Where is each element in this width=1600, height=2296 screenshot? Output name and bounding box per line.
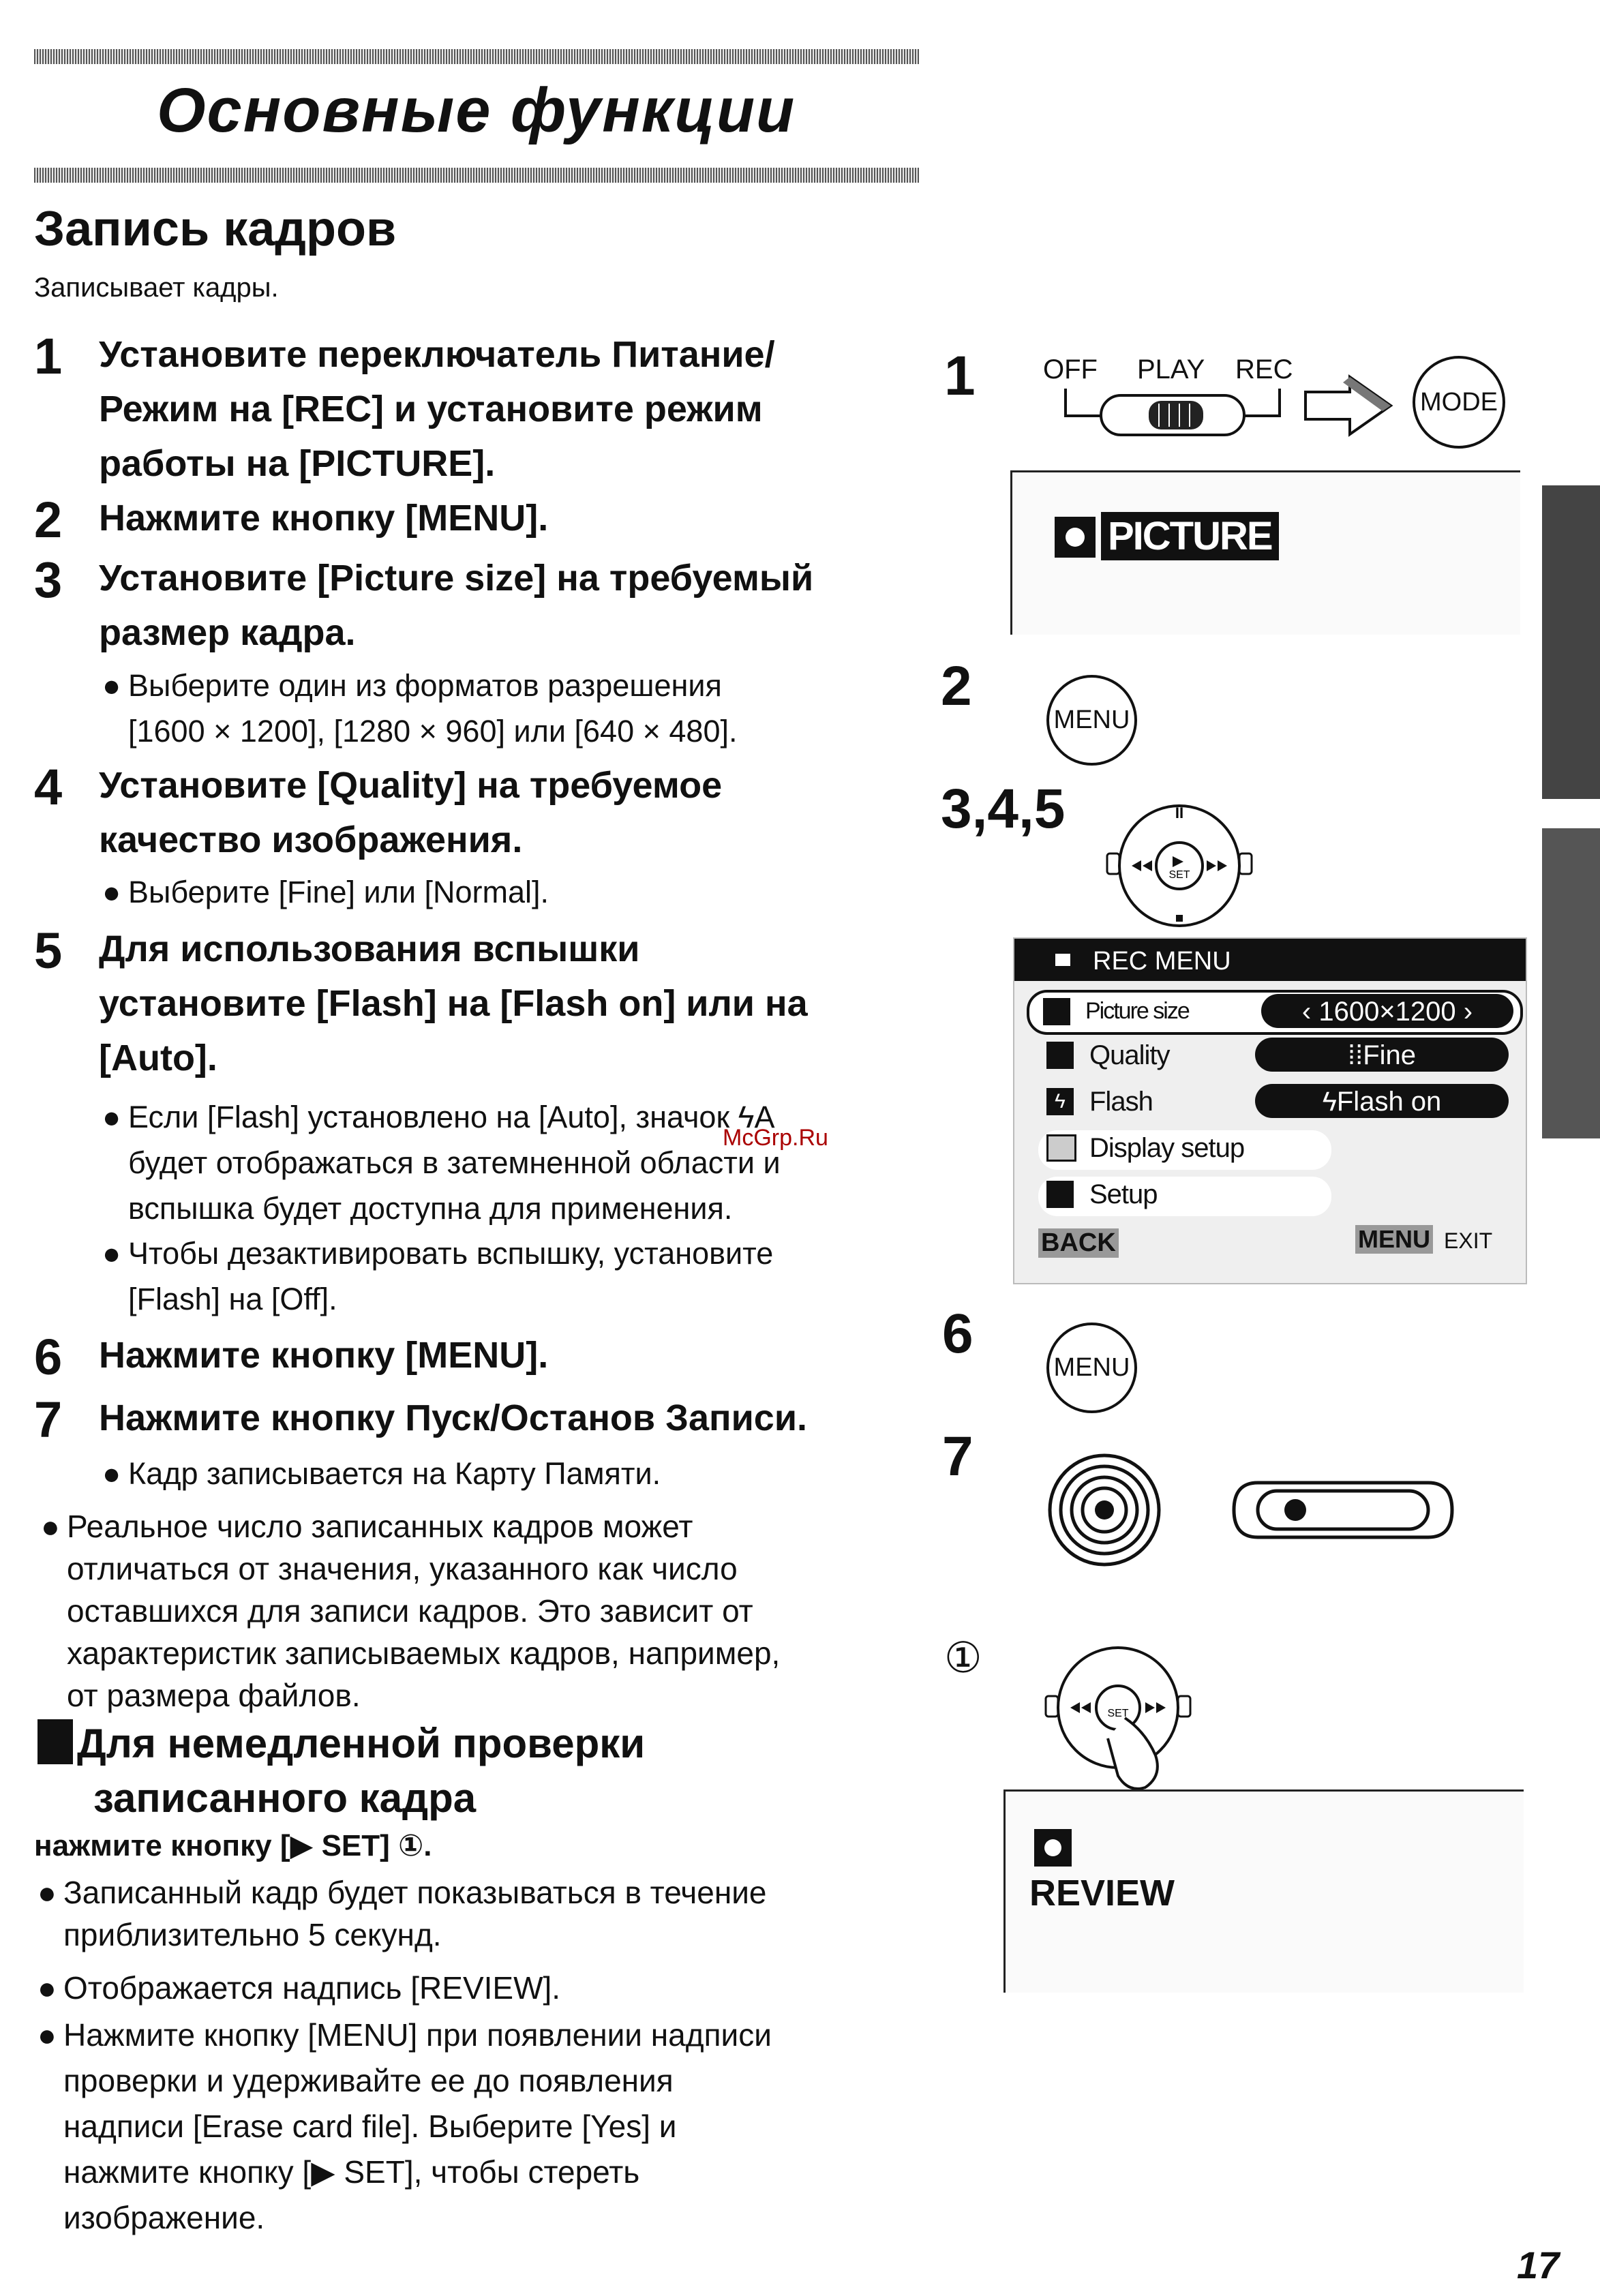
step-4 [34,758,914,867]
rec-menu-screen [1013,937,1527,1284]
menu-row-value[interactable]: ϟFlash on [1255,1084,1509,1118]
picture-mode-label: PICTURE [1101,512,1279,560]
bullet-dot: ● [37,2017,57,2053]
step-line: Установите [Quality] на требуемое [99,765,723,806]
menu-row-display-setup[interactable] [1038,1130,1331,1170]
menu-row-label: Setup [1089,1179,1158,1209]
bullet-dot: ● [102,1100,121,1134]
step-3-bullet [102,663,907,754]
step-5-bullet-a [102,1094,920,1231]
bullet-dot: ● [41,1509,60,1544]
switch-label-play: PLAY [1137,354,1205,384]
step-line: Установите [Picture size] на требуемый [99,558,814,599]
step-number: 4 [34,759,63,815]
step-line: Нажмите кнопку [MENU]. [99,1335,549,1376]
dial-set-text: SET [1107,1708,1129,1719]
subsection-title-line: Для немедленной проверки [77,1721,646,1766]
step-7 [34,1391,914,1448]
dial-press-icon[interactable] [1043,1636,1193,1793]
bullet-line: нажмите кнопку [▶ SET], чтобы стереть [63,2154,640,2190]
bullet-line: [Flash] на [Off]. [128,1282,337,1316]
step-5 [34,922,914,1085]
dial-top-text: II [1175,804,1184,821]
flash-icon: ϟ [1046,1088,1074,1115]
subsection-instruction: нажмите кнопку [▶ SET] ①. [34,1829,432,1862]
subsection-bullet-2 [37,1967,924,2009]
menu-row-label: Display setup [1089,1133,1245,1163]
figure-2-number: 2 [941,655,972,717]
mode-button[interactable]: MODE [1413,356,1505,449]
step-line: размер кадра. [99,612,356,653]
step-number: 5 [34,922,63,979]
review-label: REVIEW [1029,1873,1175,1914]
exit-label[interactable]: EXIT [1444,1228,1493,1253]
menu-row-value[interactable]: ‹ 1600×1200 › [1261,994,1513,1028]
step-number: 7 [34,1391,63,1448]
bullet-dot: ● [102,1456,121,1491]
side-tab [1542,485,1600,799]
figure-345-number: 3,4,5 [941,778,1066,840]
figure-7-number: 7 [942,1425,973,1487]
step-number: 1 [34,328,63,384]
step-line: качество изображения. [99,819,523,860]
camera-icon [1034,1829,1072,1867]
review-lcd [1003,1789,1524,1993]
menu-row-flash[interactable] [1038,1084,1515,1123]
menu-row-picture-size[interactable] [1027,990,1523,1035]
step-line: Режим на [REC] и установите режим [99,389,763,429]
step-number: 6 [34,1329,63,1385]
subsection-title-line: записанного кадра [93,1775,477,1821]
bullet-line: Выберите один из форматов разрешения [128,668,722,703]
menu-row-quality[interactable] [1038,1038,1515,1077]
bullet-line: Чтобы дезактивировать вспышку, установите [128,1236,774,1271]
side-tab [1542,828,1600,1138]
rec-menu-title: REC MENU [1093,947,1231,976]
subsection-bullet-3 [37,2012,924,2241]
bullet-line: проверки и удерживайте ее до появления [63,2063,674,2098]
menu-key-label: MENU [1355,1225,1433,1254]
arrow-right-icon [1302,372,1398,440]
step-1 [34,327,914,491]
note-line: Реальное число записанных кадров может [67,1509,693,1544]
record-slider-icon[interactable] [1231,1469,1455,1551]
section-title: Запись кадров [34,202,397,256]
bullet-dot: ● [102,875,121,909]
bullet-line: Отображается надпись [REVIEW]. [63,1970,561,2006]
step-line: Нажмите кнопку [MENU]. [99,498,549,539]
bullet-line: Нажмите кнопку [MENU] при появлении надписи [63,2017,772,2053]
back-label[interactable]: BACK [1038,1228,1119,1258]
section-subtitle: Записывает кадры. [34,273,279,303]
menu-row-value[interactable]: ⁞⁞Fine [1255,1038,1509,1072]
bullet-line: надписи [Erase card file]. Выберите [Yes] и [63,2109,677,2144]
circled-one-marker: ① [944,1635,982,1682]
figure-6-number: 6 [942,1303,973,1365]
bullet-line: Кадр записывается на Карту Памяти. [128,1456,661,1491]
step-7-bullet [102,1451,907,1496]
menu-button[interactable]: MENU [1046,675,1137,766]
page-title: Основные функции [157,76,796,145]
menu-row-label: Flash [1089,1087,1153,1117]
camera-icon [1055,954,1070,966]
step-3 [34,551,914,660]
title-underline [34,168,919,183]
switch-label-rec: REC [1235,354,1293,384]
bullet-dot: ● [37,1970,57,2006]
step-5-bullet-b [102,1230,920,1322]
bullet-dot: ● [102,1236,121,1271]
picture-size-icon [1043,998,1070,1025]
step-number: 3 [34,552,63,608]
picture-mode-lcd [1010,470,1520,635]
switch-label-off: OFF [1043,354,1098,384]
note-line: характеристик записываемых кадров, например, [67,1635,781,1671]
step-line: Для использования вспышки [99,928,640,969]
page-number: 17 [1517,2244,1560,2286]
step-line: Нажмите кнопку Пуск/Останов Записи. [99,1398,808,1438]
bullet-line: вспышка будет доступна для применения. [128,1191,733,1226]
bullet-line: изображение. [63,2200,265,2235]
general-note [41,1505,927,1717]
power-mode-switch-icon [1060,382,1285,443]
record-button-icon[interactable] [1046,1452,1162,1568]
note-line: от размера файлов. [67,1678,361,1713]
watermark: McGrp.Ru [723,1125,828,1151]
subsection-title [37,1717,890,1826]
bullet-line: Записанный кадр будет показываться в течение [63,1875,767,1910]
figure-1-number: 1 [944,345,976,407]
section-marker-icon [37,1719,73,1764]
bullet-dot: ● [102,668,121,703]
bullet-line: [1600 × 1200], [1280 × 960] или [640 × 480]. [128,714,738,749]
bullet-line: Выберите [Fine] или [Normal]. [128,875,549,909]
step-number: 2 [34,492,63,548]
note-line: оставшихся для записи кадров. Это зависит от [67,1593,753,1629]
bullet-line: Если [Flash] установлено на [Auto], значок ϟA [128,1100,775,1134]
bullet-line: приблизительно 5 секунд. [63,1917,442,1952]
rec-menu-header [1014,939,1526,981]
step-line: Установите переключатель Питание/ [99,334,775,375]
note-line: отличаться от значения, указанного как число [67,1551,738,1586]
quality-icon [1046,1042,1074,1069]
subsection-bullet-1 [37,1871,924,1956]
bullet-line: будет отображаться в затемненной области и [128,1145,781,1180]
step-6 [34,1328,914,1383]
step-4-bullet [102,869,907,915]
display-setup-icon [1046,1134,1076,1162]
menu-row-setup[interactable] [1038,1177,1331,1216]
step-2 [34,491,914,548]
step-line: установите [Flash] на [Flash on] или на [99,983,808,1024]
menu-row-label: Quality [1089,1040,1170,1070]
menu-row-label: Picture size [1085,998,1189,1024]
four-way-dial-icon[interactable] [1104,791,1254,941]
top-rule [34,49,919,64]
bullet-dot: ● [37,1875,57,1910]
step-line: работы на [PICTURE]. [99,443,496,484]
camera-icon [1055,517,1096,558]
step-line: [Auto]. [99,1038,217,1078]
setup-wrench-icon [1046,1181,1074,1208]
menu-button[interactable]: MENU [1046,1323,1137,1413]
dial-set-text: SET [1168,869,1190,881]
